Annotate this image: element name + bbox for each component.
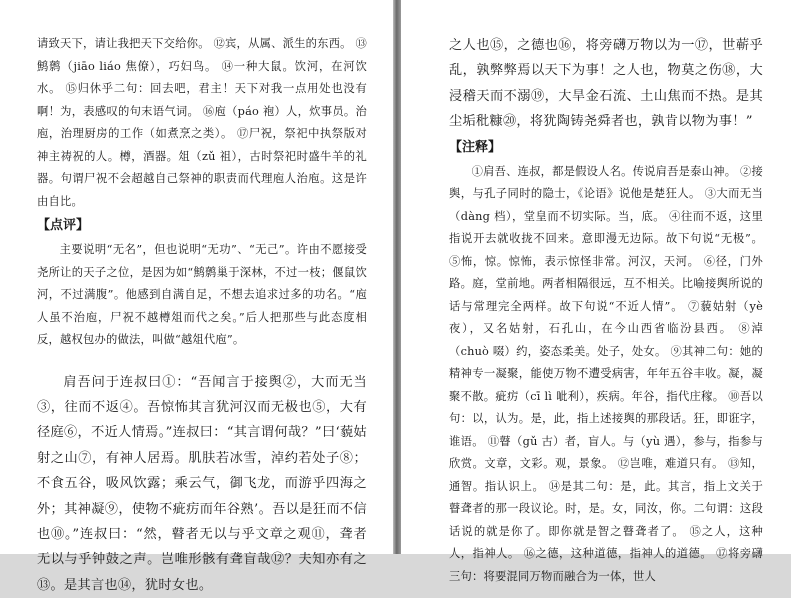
main-text-continued: 之人也⑮，之德也⑯，将旁礴万物以为一⑰，世蕲乎乱，孰弊弊焉以天下为事！之人也，物莫之伤⑱，大浸稽天而不溺⑲，大旱金石流、土山焦而不热。是其尘垢秕糠⑳，将犹陶铸尧舜者也，孰肯以物为事！” [449, 33, 763, 135]
notes-heading: 【注释】 [449, 137, 763, 159]
book-gutter [393, 0, 401, 554]
left-page [0, 0, 393, 554]
section-gap [37, 352, 367, 370]
left-notes-continued: 请致天下，请让我把天下交给你。 ⑫宾，从属、派生的东西。 ⑬鹪鹩（jiāo liáo 焦僚），巧妇鸟。 ⑭一种大鼠。饮河，在河饮水。 ⑮归休乎二句：回去吧，君主！天下对我一点用处也没有啊！为，表感叹的句末语气词。 ⑯庖（páo 袍）人，炊事员。治庖，治理厨房的工作（如煮烹之类）。 ⑰尸祝，祭祀中执祭版对神主祷祝的人。樽，酒器。俎（zǔ 祖），古时祭祀时盛牛羊的礼器。句谓尸祝不会超越自己祭神的职责而代理庖人治庖。这是许由自比。 [37, 33, 367, 213]
commentary-heading: 【点评】 [37, 215, 367, 237]
main-text: 肩吾问于连叔曰①：“吾闻言于接舆②，大而无当③，往而不返④。吾惊怖其言犹河汉而无极也⑤，大有径庭⑥，不近人情焉。”连叔曰：“其言谓何哉？”曰‘藐姑射之山⑦，有神人居焉。肌肤若冰雪，淖约若处子⑧；不食五谷，吸风饮露；乘云气，御飞龙，而游乎四海之外；其神凝⑨，使物不疵疠而年谷熟’。吾以是狂而不信也⑩。”连叔曰：“然，瞽者无以与乎文章之观⑪，聋者无以与乎钟鼓之声。岂唯形骸有聋盲哉⑫？夫知亦有之⑬。是其言也⑭，犹时女也。 [37, 370, 367, 598]
notes-text: ①肩吾、连叔，都是假设人名。传说肩吾是泰山神。 ②接舆，与孔子同时的隐士，《论语》说他是楚狂人。 ③大而无当（dàng 档），堂皇而不切实际。当，底。 ④往而不返，这里指说开去就收拢不回来。意即漫无边际。故下句说“无极”。 ⑤怖，惊。惊怖，表示惊怪非常。河汉，天河。 ⑥径，门外路。庭，堂前地。两者相隔很远，互不相关。比喻接舆所说的话与常理完全两样。故下句说“不近人情”。 ⑦藐姑射（yè 夜），又名姑射，石孔山，在今山西省临汾县西。 ⑧淖（chuò 啜）约，姿态柔美。处子，处女。 ⑨其神二句：她的精神专一凝聚，能使万物不遭受病害，年年五谷丰收。凝，凝聚不散。疵疠（cī lì 呲利），疾病。年谷，指代庄稼。 ⑩吾以句：以，认为。是，此，指上述接舆的那段话。狂，即诳字，谁语。 ⑪瞽（gǔ 古）者，盲人。与（yù 遇），参与，指参与欣赏。文章，文彩。观，景象。 ⑫岂唯，难道只有。 ⑬知，通智。指认识上。 ⑭是其二句：是，此。其言，指上文关于瞽聋者的那一段议论。时，是。女，同汝，你。二句谓：这段话说的就是你了。即你就是智之瞽聋者了。 ⑮之人，这种人，指神人。 ⑯之德，这种道德，指神人的道德。 ⑰将旁礴三句：将要混同万物而融合为一体，世人 [449, 161, 763, 589]
right-page [401, 0, 791, 554]
commentary-text: 主要说明“无名”，但也说明“无功”、“无己”。许由不愿接受尧所让的天子之位，是因为如“鹪鹩巢于深林，不过一枝；偃鼠饮河，不过满腹”。他感到自满自足，不想去追求过多的功名。“庖人虽不治庖，尸祝不越樽俎而代之矣。”后人把那些与此态度相反，越权包办的做法，叫做“越俎代庖”。 [37, 239, 367, 352]
